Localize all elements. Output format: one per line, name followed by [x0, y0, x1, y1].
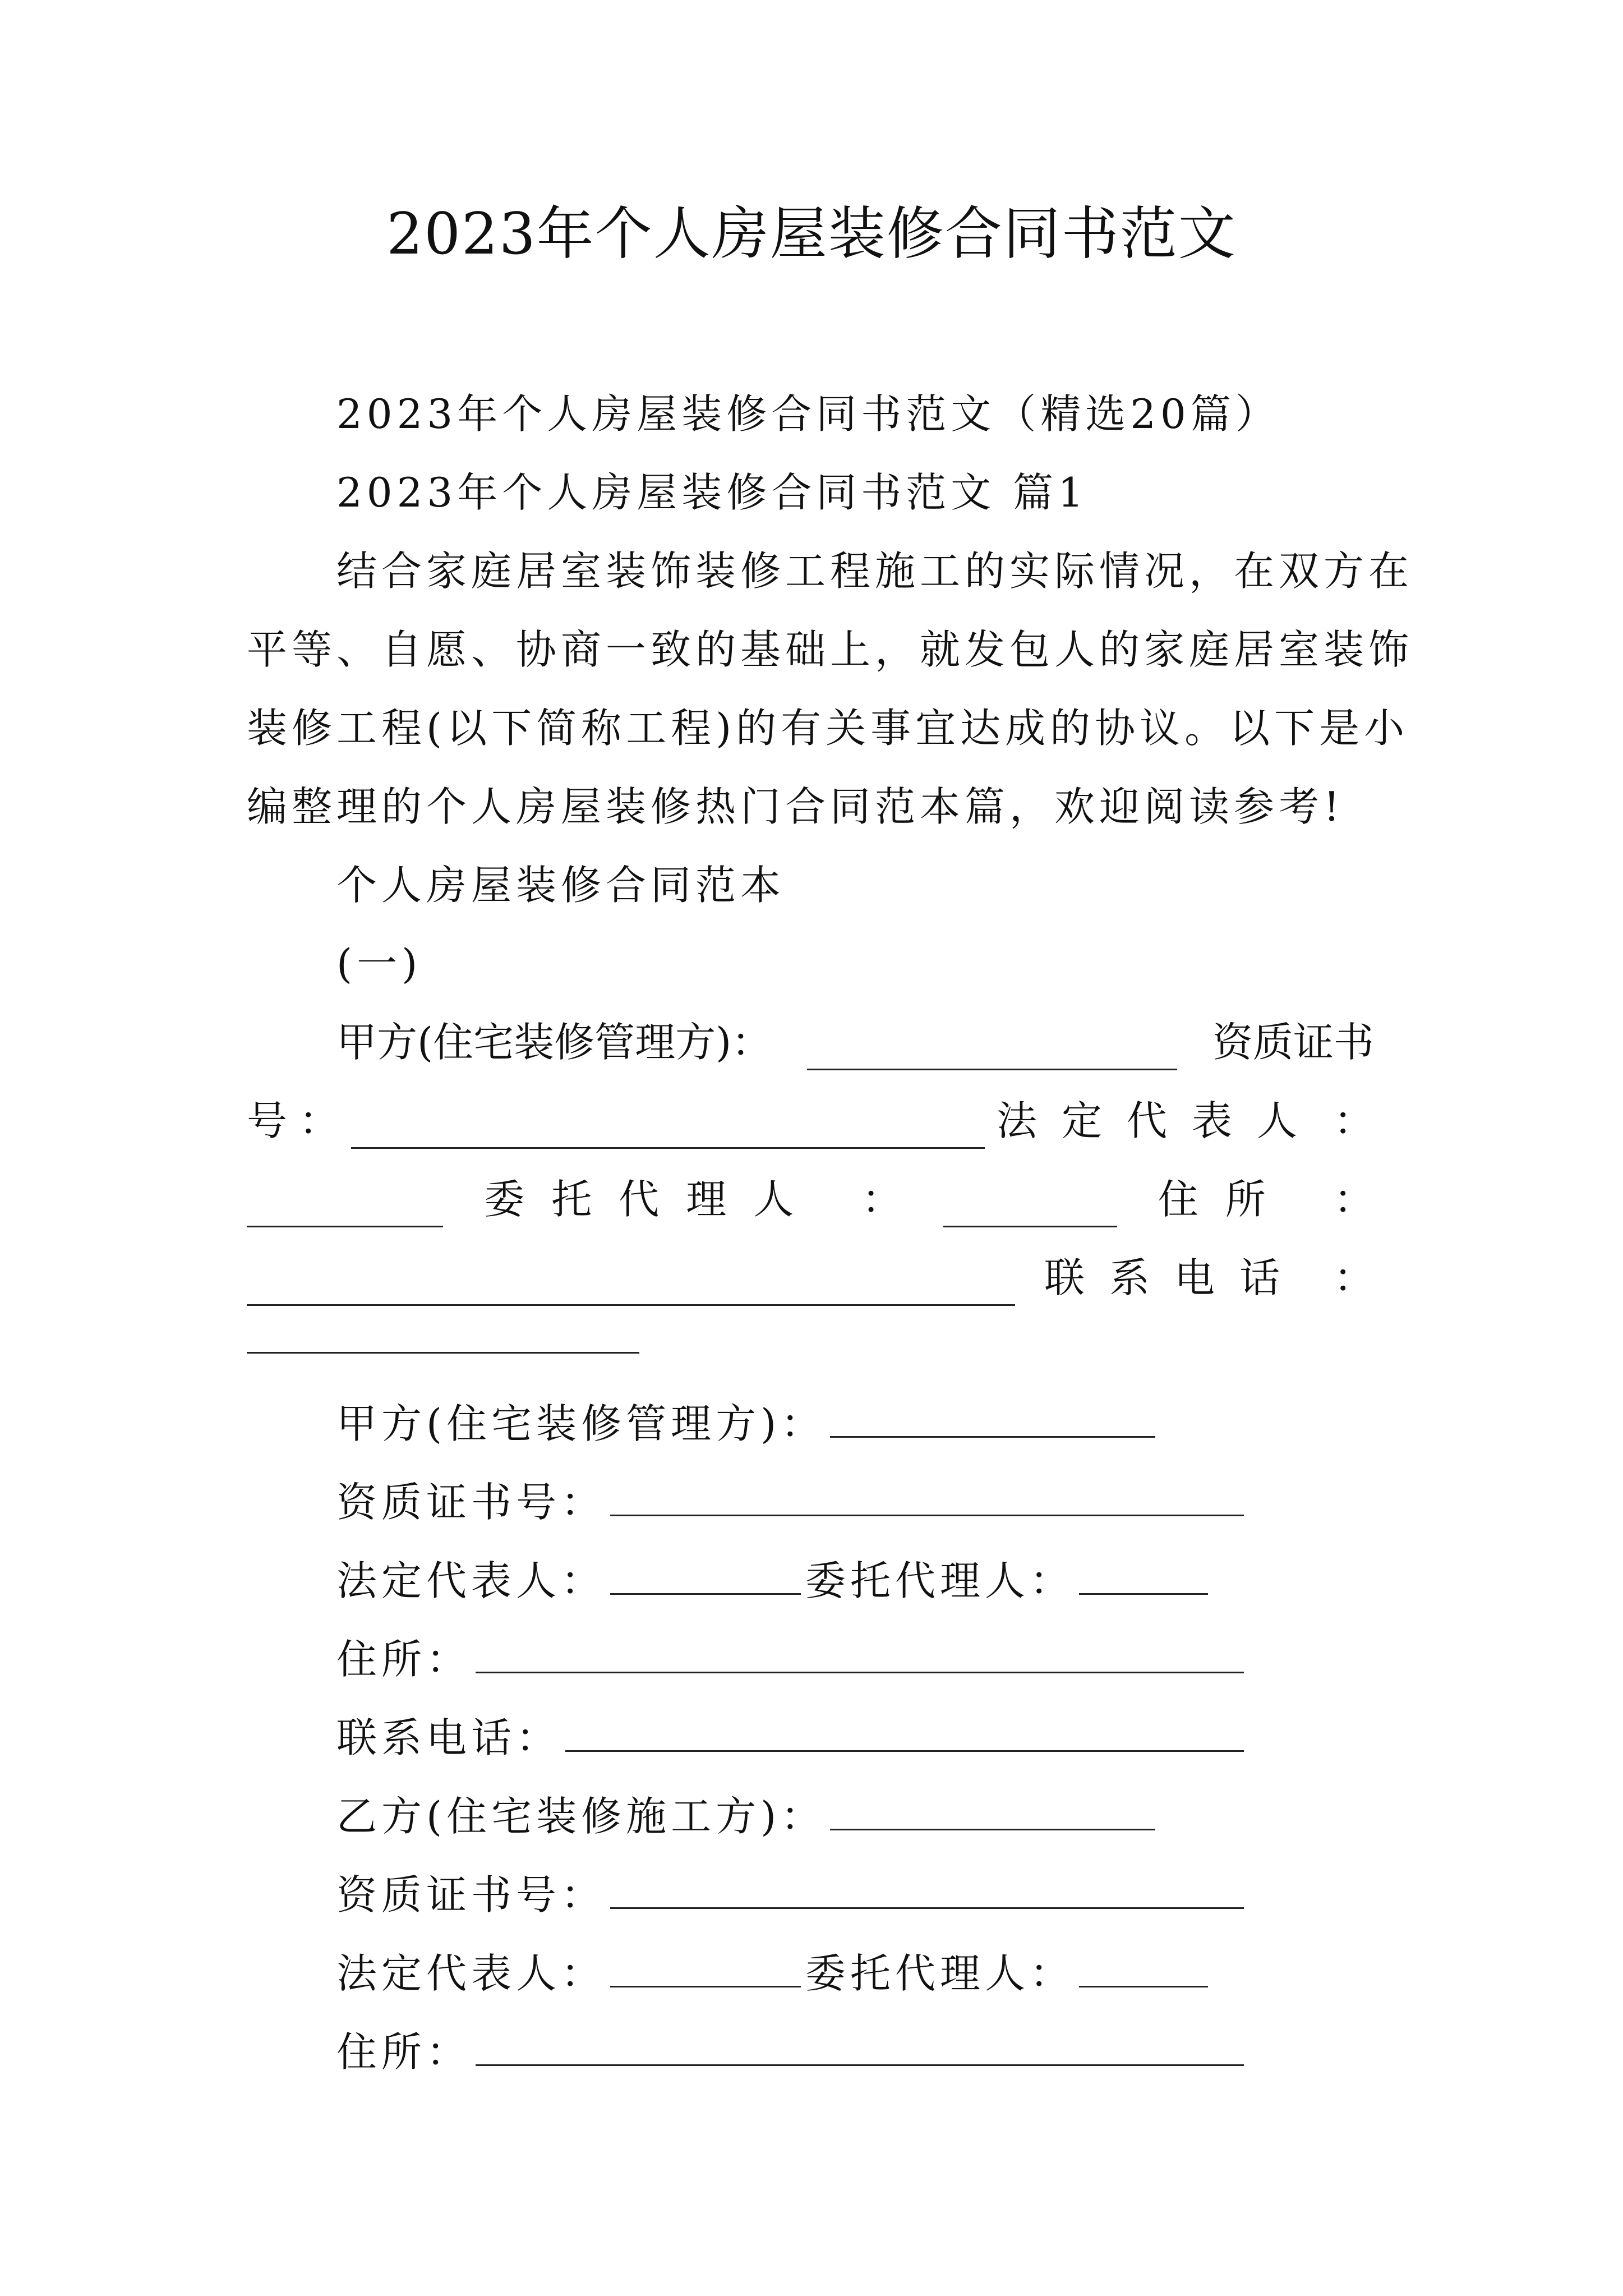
block1-legal-rep-label: 法定代表人: [996, 1097, 1322, 1144]
intro-line-1: 结合家庭居室装饰装修工程施工的实际情况，在双方在: [336, 547, 1414, 595]
block1-address-label: 住所: [1158, 1176, 1293, 1223]
part-number: (一): [336, 940, 422, 987]
block1-colon-1: ：: [299, 1097, 340, 1144]
contract-title: 个人房屋装修合同范本: [336, 862, 786, 909]
block1-party-a-field[interactable]: [807, 1034, 1177, 1070]
block3-legal-rep-field[interactable]: [610, 1951, 801, 1987]
block1-row3: [247, 1171, 1374, 1227]
block3-address-field[interactable]: [476, 2030, 1244, 2066]
section-heading: 2023年个人房屋装修合同书范文 篇1: [336, 469, 1088, 516]
block2-rep-row: [336, 1553, 1212, 1609]
intro-line-2: 平等、自愿、协商一致的基础上，就发包人的家庭居室装饰: [247, 626, 1414, 673]
block1-cert-label-part2: 号: [247, 1097, 288, 1144]
block2-agent-field[interactable]: [1079, 1558, 1208, 1595]
block2-address-label: 住所：: [336, 1636, 472, 1683]
block1-cert-field[interactable]: [351, 1112, 985, 1149]
block1-colon-4: ：: [1333, 1176, 1374, 1223]
block1-phone-label: 联系电话: [1044, 1254, 1304, 1301]
block3-cert-label: 资质证书号：: [336, 1871, 606, 1918]
block1-party-a-label: 甲方(住宅装修管理方)：: [336, 1019, 772, 1066]
block1-row4: [247, 1250, 1374, 1306]
block2-phone-field[interactable]: [565, 1715, 1244, 1752]
block1-cert-label-part1: 资质证书: [1212, 1019, 1374, 1066]
block1-legal-rep-field[interactable]: [247, 1191, 443, 1227]
block2-cert-field[interactable]: [610, 1480, 1244, 1516]
block1-address-field[interactable]: [247, 1269, 1015, 1306]
block2-agent-label: 委托代理人：: [805, 1557, 1075, 1604]
block3-agent-label: 委托代理人：: [805, 1950, 1075, 1997]
block3-agent-field[interactable]: [1079, 1951, 1208, 1987]
block3-party-b-label: 乙方(住宅装修施工方)：: [336, 1793, 826, 1840]
block3-party-b-row: [336, 1788, 1160, 1844]
block3-address-row: [336, 2024, 1248, 2080]
block2-legal-rep-label: 法定代表人：: [336, 1557, 606, 1604]
block1-agent-label: 委托代理人: [484, 1176, 821, 1223]
block3-rep-row: [336, 1945, 1212, 2001]
block2-cert-label: 资质证书号：: [336, 1479, 606, 1526]
block1-row1: [336, 1014, 1374, 1070]
block3-legal-rep-label: 法定代表人：: [336, 1950, 606, 1997]
block3-cert-row: [336, 1867, 1248, 1923]
intro-line-3: 装修工程(以下简称工程)的有关事宜达成的协议。以下是小: [247, 705, 1409, 752]
block1-colon-2: ：: [1333, 1097, 1374, 1144]
block1-colon-5: ：: [1333, 1254, 1374, 1301]
block2-phone-row: [336, 1710, 1248, 1766]
block2-legal-rep-field[interactable]: [610, 1558, 801, 1595]
block2-party-a-field[interactable]: [830, 1401, 1155, 1438]
block1-phone-field[interactable]: [247, 1317, 639, 1354]
block2-phone-label: 联系电话：: [336, 1714, 561, 1761]
block1-colon-3: ：: [861, 1176, 902, 1223]
block1-agent-field[interactable]: [943, 1191, 1117, 1227]
block2-address-field[interactable]: [476, 1637, 1244, 1673]
block3-address-label: 住所：: [336, 2028, 472, 2076]
block1-row2: [247, 1093, 1374, 1149]
page-title: 2023年个人房屋装修合同书范文: [386, 201, 1237, 268]
subtitle: 2023年个人房屋装修合同书范文（精选20篇）: [336, 390, 1280, 438]
block2-party-a-label: 甲方(住宅装修管理方)：: [336, 1400, 826, 1447]
block3-cert-field[interactable]: [610, 1872, 1244, 1909]
block2-party-a-row: [336, 1396, 1160, 1452]
block1-row5: [247, 1312, 639, 1368]
block3-party-b-field[interactable]: [830, 1794, 1155, 1830]
block2-cert-row: [336, 1474, 1248, 1530]
intro-line-4: 编整理的个人房屋装修热门合同范本篇，欢迎阅读参考!: [247, 783, 1344, 830]
block2-address-row: [336, 1631, 1248, 1687]
